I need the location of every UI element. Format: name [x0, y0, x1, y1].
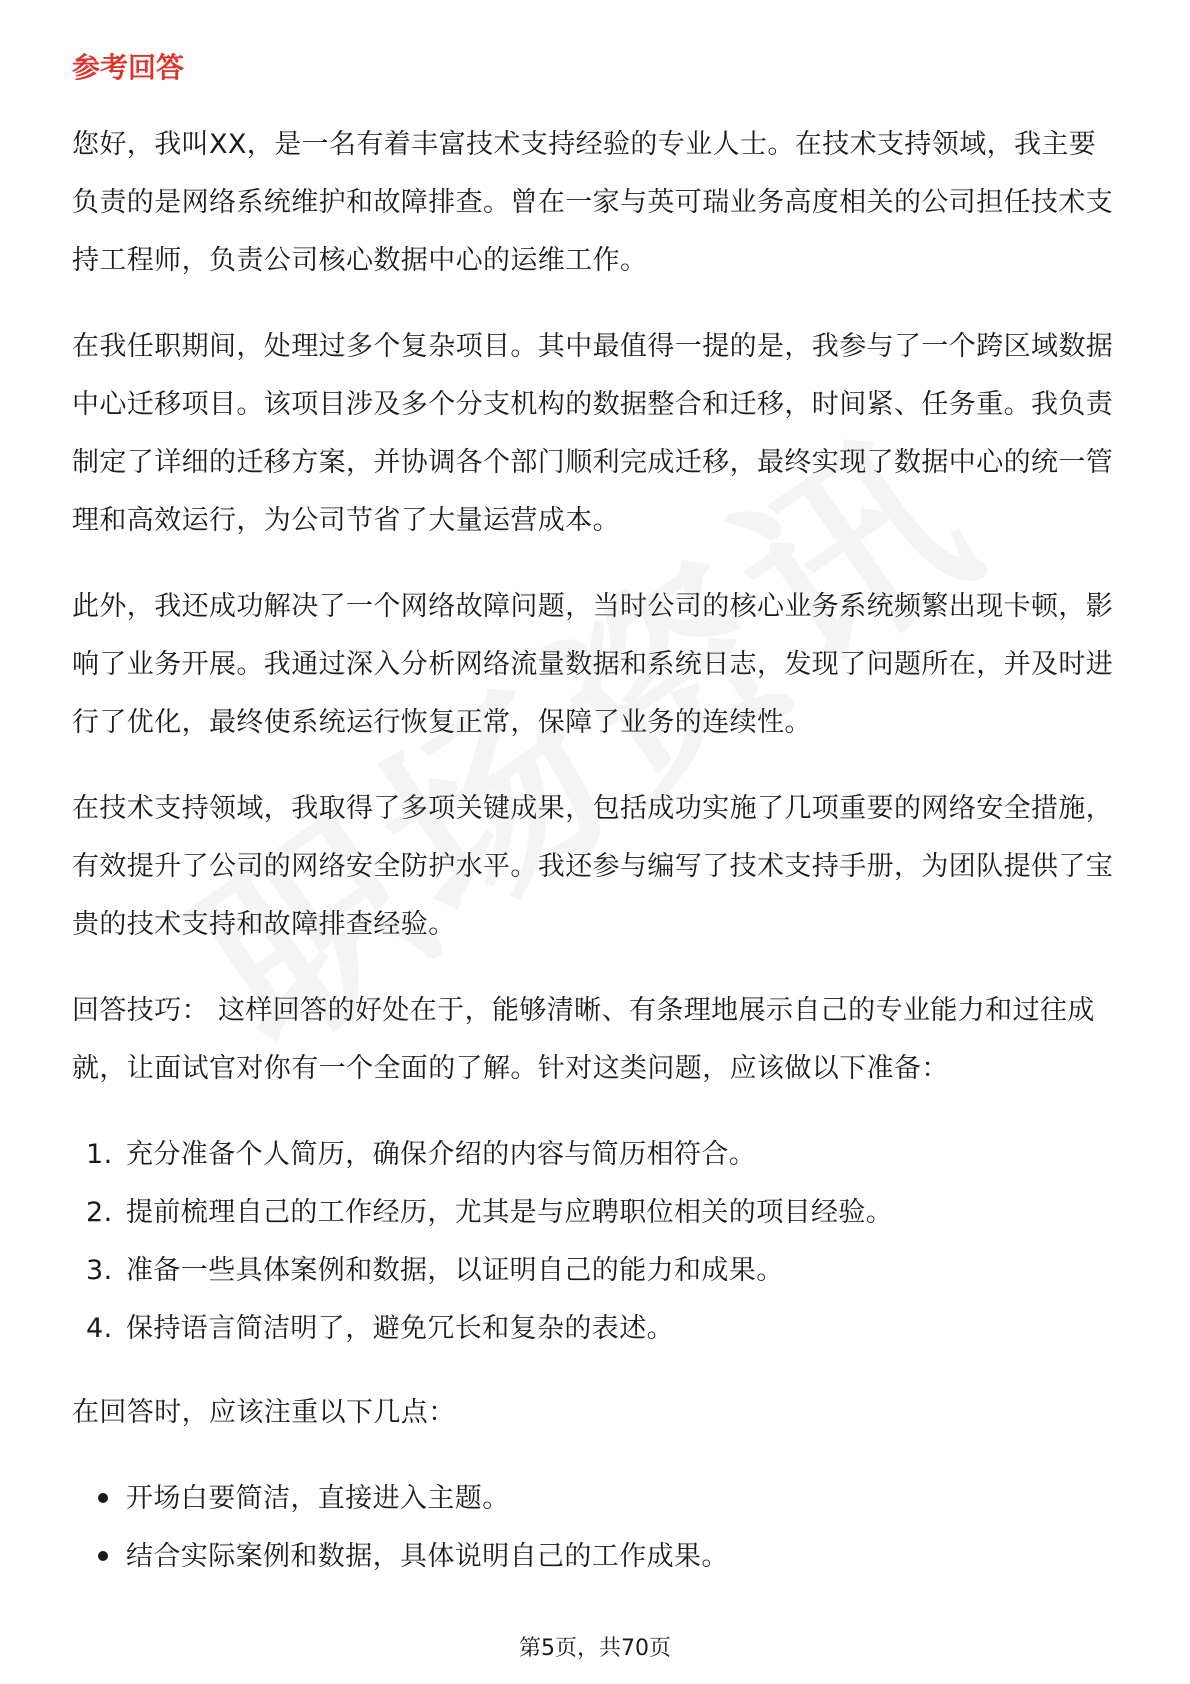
paragraph-intro: 您好，我叫XX，是一名有着丰富技术支持经验的专业人士。在技术支持领域，我主要负责的是网络系统维护和故障排查。曾在一家与英可瑞业务高度相关的公司担任技术支持工程师，负责公司核心数据中心的运维工作。 — [72, 129, 1114, 276]
list-item — [72, 1300, 1122, 1358]
list-item — [72, 1470, 1122, 1528]
list-item-text: 准备一些具体案例和数据，以证明自己的能力和成果。 — [126, 1255, 784, 1286]
list-item — [72, 1184, 1122, 1242]
list-item — [72, 1126, 1122, 1184]
bullet-icon — [98, 1551, 108, 1561]
list-number: 2. — [86, 1197, 113, 1228]
list-number: 1. — [86, 1139, 113, 1170]
paragraph-project: 在我任职期间，处理过多个复杂项目。其中最值得一提的是，我参与了一个跨区域数据中心迁移项目。该项目涉及多个分支机构的数据整合和迁移，时间紧、任务重。我负责制定了详细的迁移方案，并协调各个部门顺利完成迁移，最终实现了数据中心的统一管理和高效运行，为公司节省了大量运营成本。 — [72, 331, 1114, 536]
paragraph-achievements: 在技术支持领域，我取得了多项关键成果，包括成功实施了几项重要的网络安全措施，有效提升了公司的网络安全防护水平。我还参与编写了技术支持手册，为团队提供了宝贵的技术支持和故障排查经验。 — [72, 793, 1114, 940]
document-body — [72, 48, 1122, 1612]
numbered-list — [72, 1126, 1122, 1358]
list-item-text: 提前梳理自己的工作经历，尤其是与应聘职位相关的项目经验。 — [126, 1197, 894, 1228]
list-number: 4. — [86, 1313, 113, 1344]
list-number: 3. — [86, 1255, 113, 1286]
list-item — [72, 1242, 1122, 1300]
list-item — [72, 1528, 1122, 1586]
paragraph-points-intro: 在回答时，应该注重以下几点： — [72, 1397, 456, 1428]
list-item-text: 开场白要简洁，直接进入主题。 — [126, 1483, 510, 1514]
list-item-text: 结合实际案例和数据，具体说明自己的工作成果。 — [126, 1541, 729, 1572]
list-item-text: 充分准备个人简历，确保介绍的内容与简历相符合。 — [126, 1139, 757, 1170]
list-item-text: 保持语言简洁明了，避免冗长和复杂的表述。 — [126, 1313, 674, 1344]
bullet-list — [72, 1470, 1122, 1586]
paragraph-tips: 回答技巧： 这样回答的好处在于，能够清晰、有条理地展示自己的专业能力和过往成就，让面试官对你有一个全面的了解。针对这类问题，应该做以下准备： — [72, 995, 1095, 1084]
page-footer: 第5页，共70页 — [519, 1636, 671, 1661]
paragraph-troubleshooting: 此外，我还成功解决了一个网络故障问题，当时公司的核心业务系统频繁出现卡顿，影响了业务开展。我通过深入分析网络流量数据和系统日志，发现了问题所在，并及时进行了优化，最终使系统运行恢复正常，保障了业务的连续性。 — [72, 591, 1114, 738]
section-title: 参考回答 — [72, 51, 185, 84]
bullet-icon — [98, 1493, 108, 1503]
